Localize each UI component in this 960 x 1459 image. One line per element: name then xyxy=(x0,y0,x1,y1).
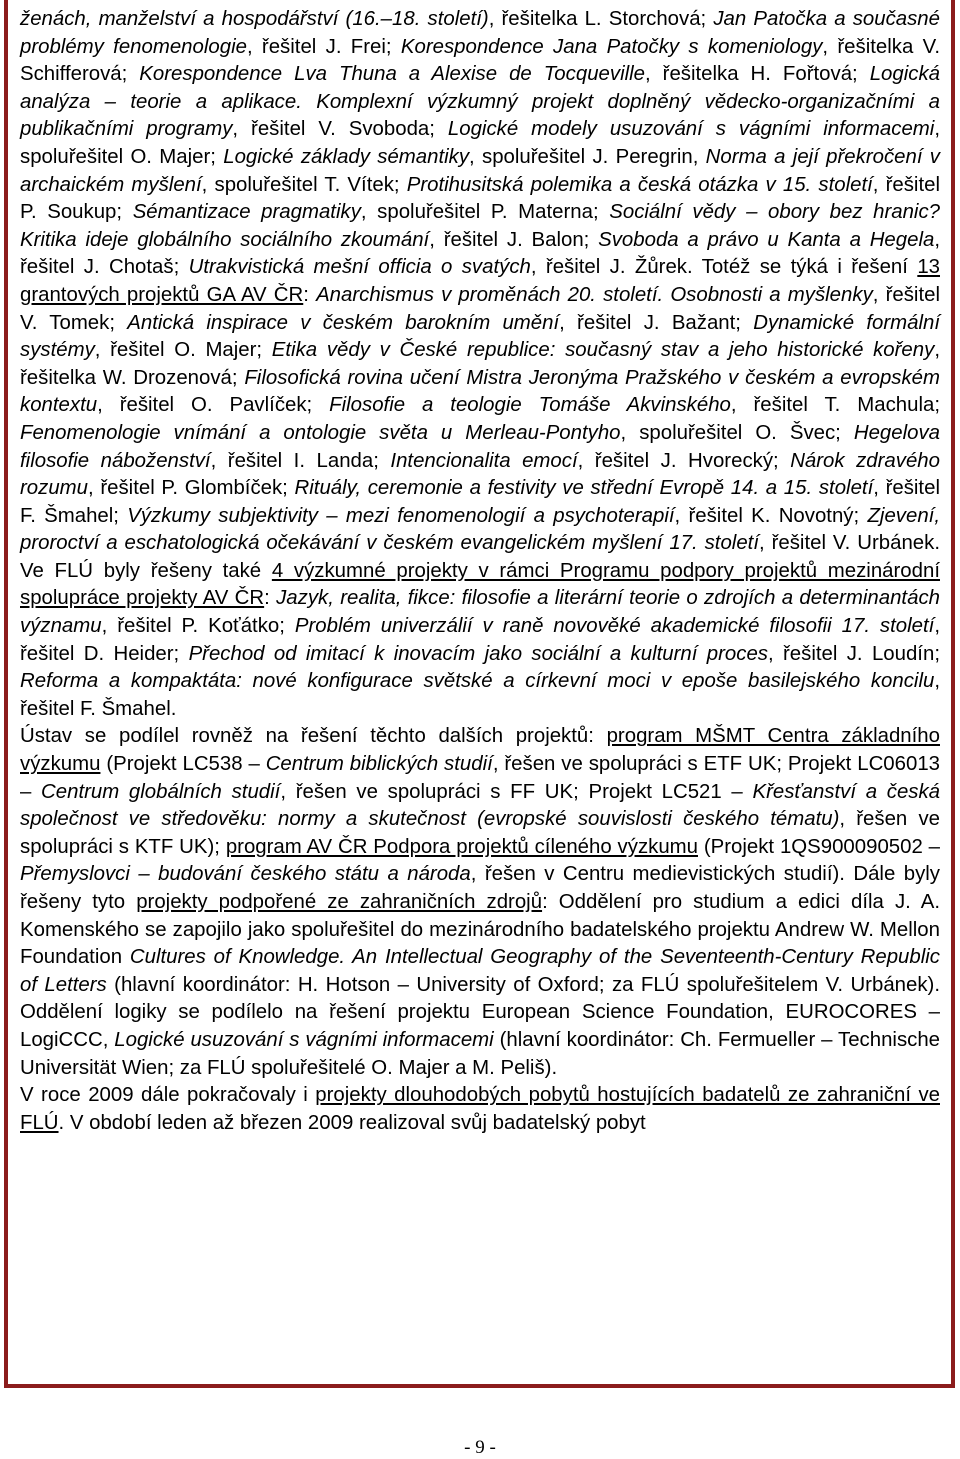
project-title: Sémantizace pragmatiky xyxy=(132,201,361,224)
project-title: Problém univerzálií v raně novověké akademické filosofii 17. století xyxy=(294,615,935,638)
project-title: Logické základy sémantiky xyxy=(223,145,470,168)
project-title: Korespondence Lva Thuna a Alexise de Tocqueville xyxy=(139,63,645,86)
text-run: , řešitel T. Machula; xyxy=(730,394,941,417)
text-run: : xyxy=(264,587,277,610)
text-run: , spoluřešitel J. Peregrin, xyxy=(469,145,706,168)
project-title: Sociální vědy – obory bez hranic? Kritika ideje globálního sociálního zkoumání xyxy=(20,201,941,251)
text-run: , řešitel D. Heider; xyxy=(20,615,941,665)
underlined-reference: projekty podpořené ze zahraničních zdrojů xyxy=(136,891,543,913)
text-run: , řešitel V. Tomek; xyxy=(20,283,940,334)
text-run: , řešitel J. Žůrek. Totéž se týká i řešení xyxy=(530,256,918,279)
text-run: , spoluřešitel T. Vítek; xyxy=(201,173,407,196)
text-run: , řešitel J. Balon; xyxy=(429,228,599,251)
project-title: Dynamické formální systémy xyxy=(20,311,940,362)
project-title: Logické modely usuzování s vágními informacemi xyxy=(447,118,935,141)
underlined-reference: 4 výzkumné projekty v rámci Programu podpory projektů mezinárodní spolupráce projekty AV ČR xyxy=(20,559,940,610)
project-title: Fenomenologie vnímání a ontologie světa u Merleau-Pontyho xyxy=(20,421,621,444)
text-run: , řešitel O. Pavlíček; xyxy=(97,394,330,417)
text-run: , spoluřešitel O. Švec; xyxy=(620,421,854,444)
text-run: , řešitel O. Majer; xyxy=(94,339,272,362)
text-run: (hlavní koordinátor: H. Hotson – University of Oxford; za FLÚ spoluřešitelem V. Urbánek). Oddělení logiky se podílelo na řešení projektu European Science Foundation, EUROCORES – LogiCCC, xyxy=(20,973,940,1051)
text-run: (hlavní koordinátor: Ch. Fermueller – Technische Universität Wien; za FLÚ spoluřešitelé O. Majer a M. Peliš). xyxy=(20,1028,941,1079)
text-run: , řešitel V. Urbánek. Ve FLÚ byly řešeny také xyxy=(20,532,940,582)
project-title: Přechod od imitací k inovacím jako sociální a kulturní proces xyxy=(188,642,768,665)
text-run: , řešen v Centru medievistických studií). Dále byly řešeny tyto xyxy=(20,863,940,913)
page-number: - 9 - xyxy=(464,1437,496,1458)
paragraph xyxy=(20,1082,940,1137)
text-run: , řešitelka V. Schifferová; xyxy=(20,35,940,86)
project-title: Logická analýza – teorie a aplikace. Komplexní výzkumný projekt doplněný vědecko-organizačními a publikačními programy xyxy=(20,63,941,141)
text-run: . V období leden až březen 2009 realizoval svůj badatelský pobyt xyxy=(58,1111,646,1134)
project-title: Hegelova filosofie náboženství xyxy=(20,421,940,472)
text-run: , řešitelka H. Fořtová; xyxy=(645,63,870,86)
text-run: : Oddělení pro studium a edici díla J. A. Komenského se zapojilo jako spoluřešitel do mezinárodního badatelského projektu Andrew W. Mellon Foundation xyxy=(20,891,941,969)
project-title: Cultures of Knowledge. An Intellectual Geography of the Seventeenth-Century Republic of Letters xyxy=(20,946,940,996)
text-run: , řešitel P. Koťátko; xyxy=(101,615,295,638)
text-run: , řešitel F. Šmahel. xyxy=(20,670,940,720)
text-run: , spoluřešitel O. Majer; xyxy=(20,118,940,168)
text-run: , řešitelka W. Drozenová; xyxy=(20,339,940,389)
text-run: , řešitel K. Novotný; xyxy=(674,504,868,527)
underlined-reference: program MŠMT Centra základního výzkumu xyxy=(20,725,940,776)
text-run: , řešitel P. Soukup; xyxy=(20,173,940,224)
text-run: , řešen ve spolupráci s KTF UK); xyxy=(20,808,940,858)
underlined-reference: 13 grantových projektů GA AV ČR xyxy=(20,256,940,306)
project-title: Centrum globálních studií xyxy=(41,780,281,803)
project-title: Zjevení, proroctví a eschatologická očekávání v českém evangelickém myšlení 17. století xyxy=(20,504,941,555)
underlined-reference: program AV ČR Podpora projektů cíleného výzkumu xyxy=(225,835,698,858)
project-title: Korespondence Jana Patočky s komeniology xyxy=(400,35,823,58)
project-title: Filosofická rovina učení Mistra Jeronýma Pražského v českém a evropském kontextu xyxy=(20,366,941,417)
document-body xyxy=(20,6,940,1137)
project-title: ženách, manželství a hospodářství (16.–18. století) xyxy=(20,8,489,30)
underlined-reference: projekty dlouhodobých pobytů hostujících badatelů ze zahraniční ve FLÚ xyxy=(20,1084,940,1134)
text-run: Ústav se podílel rovněž na řešení těchto dalších projektů: xyxy=(20,725,607,748)
project-title: Etika vědy v České republice: současný stav a jeho historické kořeny xyxy=(271,339,935,362)
paragraph xyxy=(20,723,940,1082)
text-run: , řešitelka L. Storchová; xyxy=(488,8,714,30)
text-run: , spoluřešitel P. Materna; xyxy=(360,201,610,224)
project-title: Jazyk, realita, fikce: filosofie a literární teorie o zdrojích a determinantách významu xyxy=(20,587,940,638)
project-title: Norma a její překročení v archaickém myšlení xyxy=(20,145,941,196)
text-run: , řešitel J. Bažant; xyxy=(559,311,754,334)
text-run: , řešitel P. Glombíček; xyxy=(88,477,295,500)
text-run: , řešitel I. Landa; xyxy=(210,449,391,472)
paragraph xyxy=(20,6,940,723)
project-title: Reforma a kompaktáta: nové konfigurace světské a církevní moci v epoše basilejského koncilu xyxy=(20,670,935,693)
project-title: Přemyslovci – budování českého státu a národa xyxy=(20,863,471,886)
project-title: Křesťanství a česká společnost ve středověku: normy a skutečnost (evropské souvislosti českého tématu) xyxy=(20,780,941,831)
project-title: Centrum biblických studií xyxy=(265,753,493,776)
text-run: (Projekt LC538 – xyxy=(100,753,266,776)
project-title: Jan Patočka a současné problémy fenomenologie xyxy=(20,8,940,58)
project-title: Utrakvistická mešní officia o svatých xyxy=(188,256,531,279)
project-title: Logické usuzování s vágními informacemi xyxy=(114,1028,494,1051)
text-run: , řešitel J. Chotaš; xyxy=(20,228,940,279)
project-title: Filosofie a teologie Tomáše Akvinského xyxy=(329,394,731,417)
text-run: , řešen ve spolupráci s FF UK; Projekt LC521 – xyxy=(280,780,753,803)
project-title: Nárok zdravého rozumu xyxy=(20,449,940,500)
text-run: (Projekt 1QS900090502 – xyxy=(698,835,940,858)
text-run: , řešitel J. Frei; xyxy=(246,35,401,58)
project-title: Anarchismus v proměnách 20. století. Osobnosti a myšlenky xyxy=(316,283,873,306)
project-title: Intencionalita emocí xyxy=(390,449,578,472)
text-run: , řešen ve spolupráci s ETF UK; Projekt LC06013 – xyxy=(20,753,941,803)
text-run: : xyxy=(303,283,317,306)
text-run: , řešitel V. Svoboda; xyxy=(232,118,448,141)
project-title: Svoboda a právo u Kanta a Hegela xyxy=(598,228,935,251)
text-run: , řešitel J. Loudín; xyxy=(767,642,940,665)
project-title: Výzkumy subjektivity – mezi fenomenologií a psychoterapií xyxy=(127,504,675,527)
project-title: Protihusitská polemika a česká otázka v 15. století xyxy=(406,173,873,196)
text-run: , řešitel J. Hvorecký; xyxy=(577,449,791,472)
project-title: Antická inspirace v českém barokním umění xyxy=(127,311,560,334)
text-run: , řešitel F. Šmahel; xyxy=(20,477,940,527)
text-run: V roce 2009 dále pokračovaly i xyxy=(20,1084,316,1107)
project-title: Rituály, ceremonie a festivity ve střední Evropě 14. a 15. století xyxy=(294,477,874,500)
